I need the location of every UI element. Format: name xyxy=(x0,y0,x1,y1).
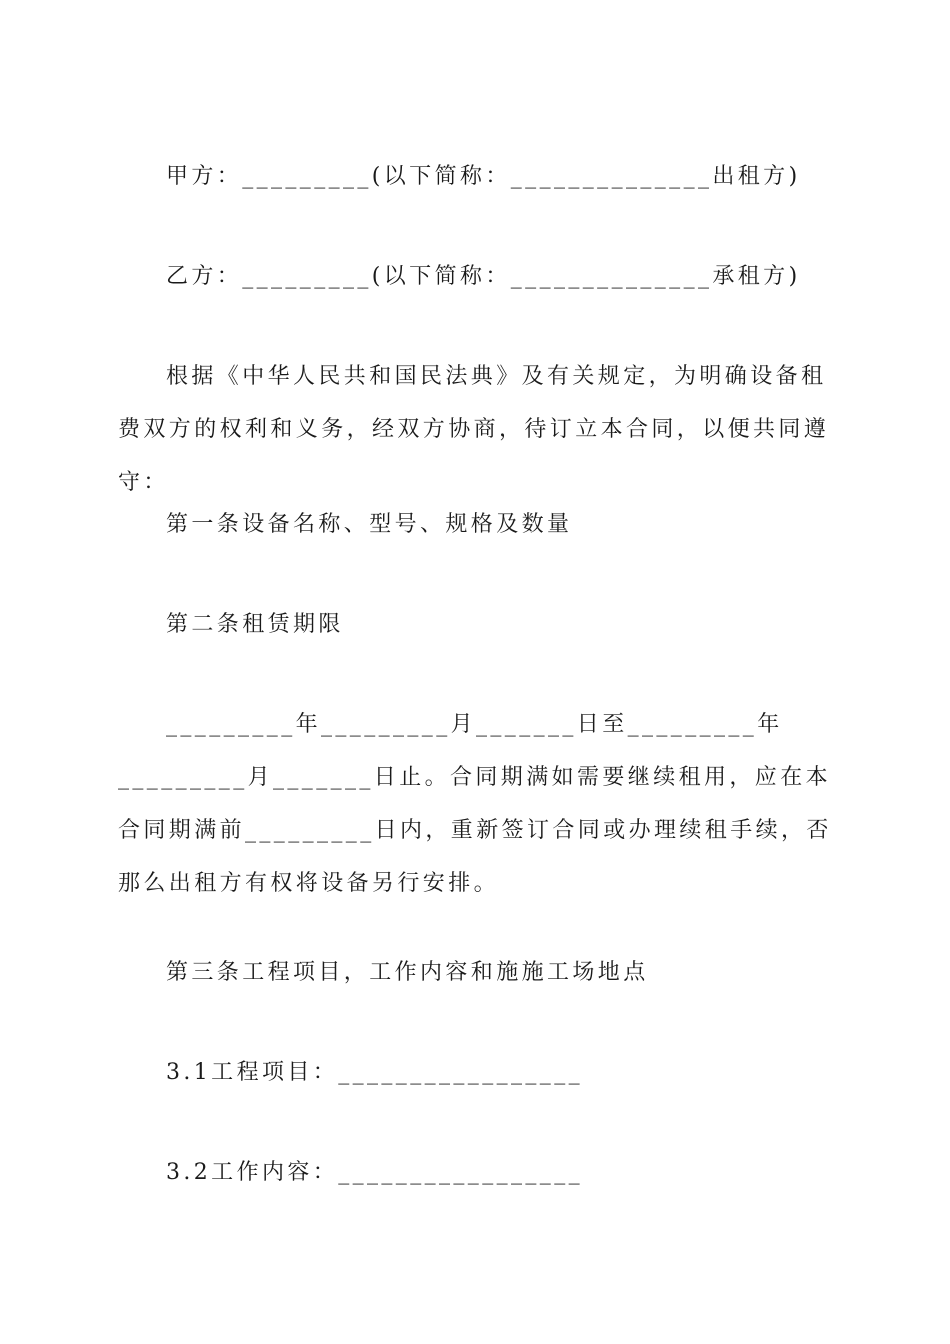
party-b-line: 乙方：_________(以下简称：______________承租方) xyxy=(166,264,801,289)
article-3-heading: 第三条工程项目，工作内容和施施工场地点 xyxy=(166,960,649,985)
item-3-2-line: 3.2工作内容：_________________ xyxy=(166,1160,583,1185)
article-2-body: _________年_________月_______日至_________年_________月_______日止。合同期满如需要继续租用，应在本合同期满前_________日内，重新签订合同或办理续租手续，否那么出租方有权将设备另行安排。 xyxy=(118,712,832,896)
article-2-heading: 第二条租赁期限 xyxy=(166,612,344,637)
item-3-1-line: 3.1工程项目：_________________ xyxy=(166,1060,583,1085)
party-a-line: 甲方：_________(以下简称：______________出租方) xyxy=(166,164,801,189)
article-1-heading: 第一条设备名称、型号、规格及数量 xyxy=(166,512,573,537)
preamble-paragraph: 根据《中华人民共和国民法典》及有关规定，为明确设备租费双方的权利和义务，经双方协商，待订立本合同，以便共同遵守： xyxy=(118,364,830,495)
